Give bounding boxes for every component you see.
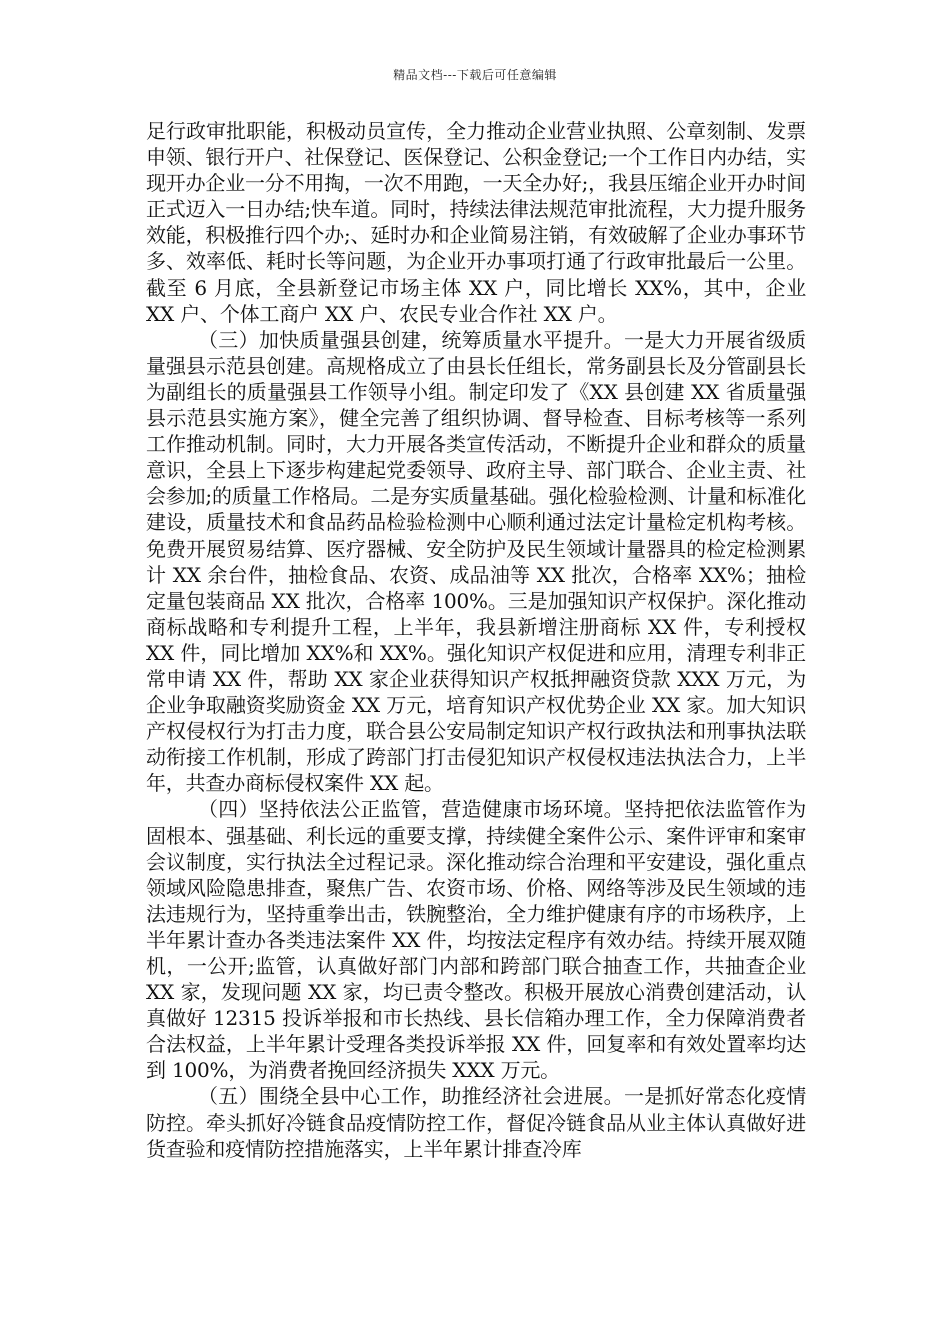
document-body <box>146 118 806 1162</box>
paragraph-section-5: （五）围绕全县中心工作，助推经济社会进展。一是抓好常态化疫情防控。牵头抓好冷链食品疫情防控工作，督促冷链食品从业主体认真做好进货查验和疫情防控措施落实，上半年累计排查冷库 <box>146 1084 806 1161</box>
paragraph-section-4: （四）坚持依法公正监管，营造健康市场环境。坚持把依法监管作为固根本、强基础、利长远的重要支撑，持续健全案件公示、案件评审和案审会议制度，实行执法全过程记录。深化推动综合治理和平安建设，强化重点领域风险隐患排查，聚焦广告、农资市场、价格、网络等涉及民生领域的违法违规行为，坚持重拳出击，铁腕整治，全力维护健康有序的市场秩序，上半年累计查办各类违法案件 XX 件，均按法定程序有效办结。持续开展双随机，一公开;监管，认真做好部门内部和跨部门联合抽查工作，共抽查企业 XX 家，发现问题 XX 家，均已责令整改。积极开展放心消费创建活动，认真做好 12315 投诉举报和市长热线、县长信箱办理工作，全力保障消费者合法权益，上半年累计受理各类投诉举报 XX 件，回复率和有效处置率均达到 100%，为消费者挽回经济损失 XXX 万元。 <box>146 797 806 1083</box>
paragraph-continued: 足行政审批职能，积极动员宣传，全力推动企业营业执照、公章刻制、发票申领、银行开户、社保登记、医保登记、公积金登记;一个工作日内办结，实现开办企业一分不用掏，一次不用跑，一天全办好;，我县压缩企业开办时间正式迈入一日办结;快车道。同时，持续法律法规范审批流程，大力提升服务效能，积极推行四个办;、延时办和企业简易注销，有效破解了企业办事环节多、效率低、耗时长等问题，为企业开办事项打通了行政审批最后一公里。截至 6 月底，全县新登记市场主体 XX 户，同比增长 XX%，其中，企业 XX 户、个体工商户 XX 户、农民专业合作社 XX 户。 <box>146 119 806 326</box>
page-header: 精品文档---下载后可任意编辑 <box>393 68 557 82</box>
paragraph-section-3: （三）加快质量强县创建，统筹质量水平提升。一是大力开展省级质量强县示范县创建。高规格成立了由县长任组长，常务副县长及分管副县长为副组长的质量强县工作领导小组。制定印发了《XX 县创建 XX 省质量强县示范县实施方案》，健全完善了组织协调、督导检查、目标考核等一系列工作推动机制。同时，大力开展各类宣传活动，不断提升企业和群众的质量意识，全县上下逐步构建起党委领导、政府主导、部门联合、企业主责、社会参加;的质量工作格局。二是夯实质量基础。强化检验检测、计量和标准化建设，质量技术和食品药品检验检测中心顺利通过法定计量检定机构考核。免费开展贸易结算、医疗器械、安全防护及民生领域计量器具的检定检测累计 XX 余台件，抽检食品、农资、成品油等 XX 批次，合格率 XX%；抽检定量包装商品 XX 批次，合格率 100%。三是加强知识产权保护。深化推动商标战略和专利提升工程，上半年，我县新增注册商标 XX 件，专利授权 XX 件，同比增加 XX%和 XX%。强化知识产权促进和应用，清理专利非正常申请 XX 件，帮助 XX 家企业获得知识产权抵押融资贷款 XXX 万元，为企业争取融资奖励资金 XX 万元，培育知识产权优势企业 XX 家。加大知识产权侵权行为打击力度，联合县公安局制定知识产权行政执法和刑事执法联动衔接工作机制，形成了跨部门打击侵犯知识产权侵权违法执法合力，上半年，共查办商标侵权案件 XX 起。 <box>146 327 806 796</box>
